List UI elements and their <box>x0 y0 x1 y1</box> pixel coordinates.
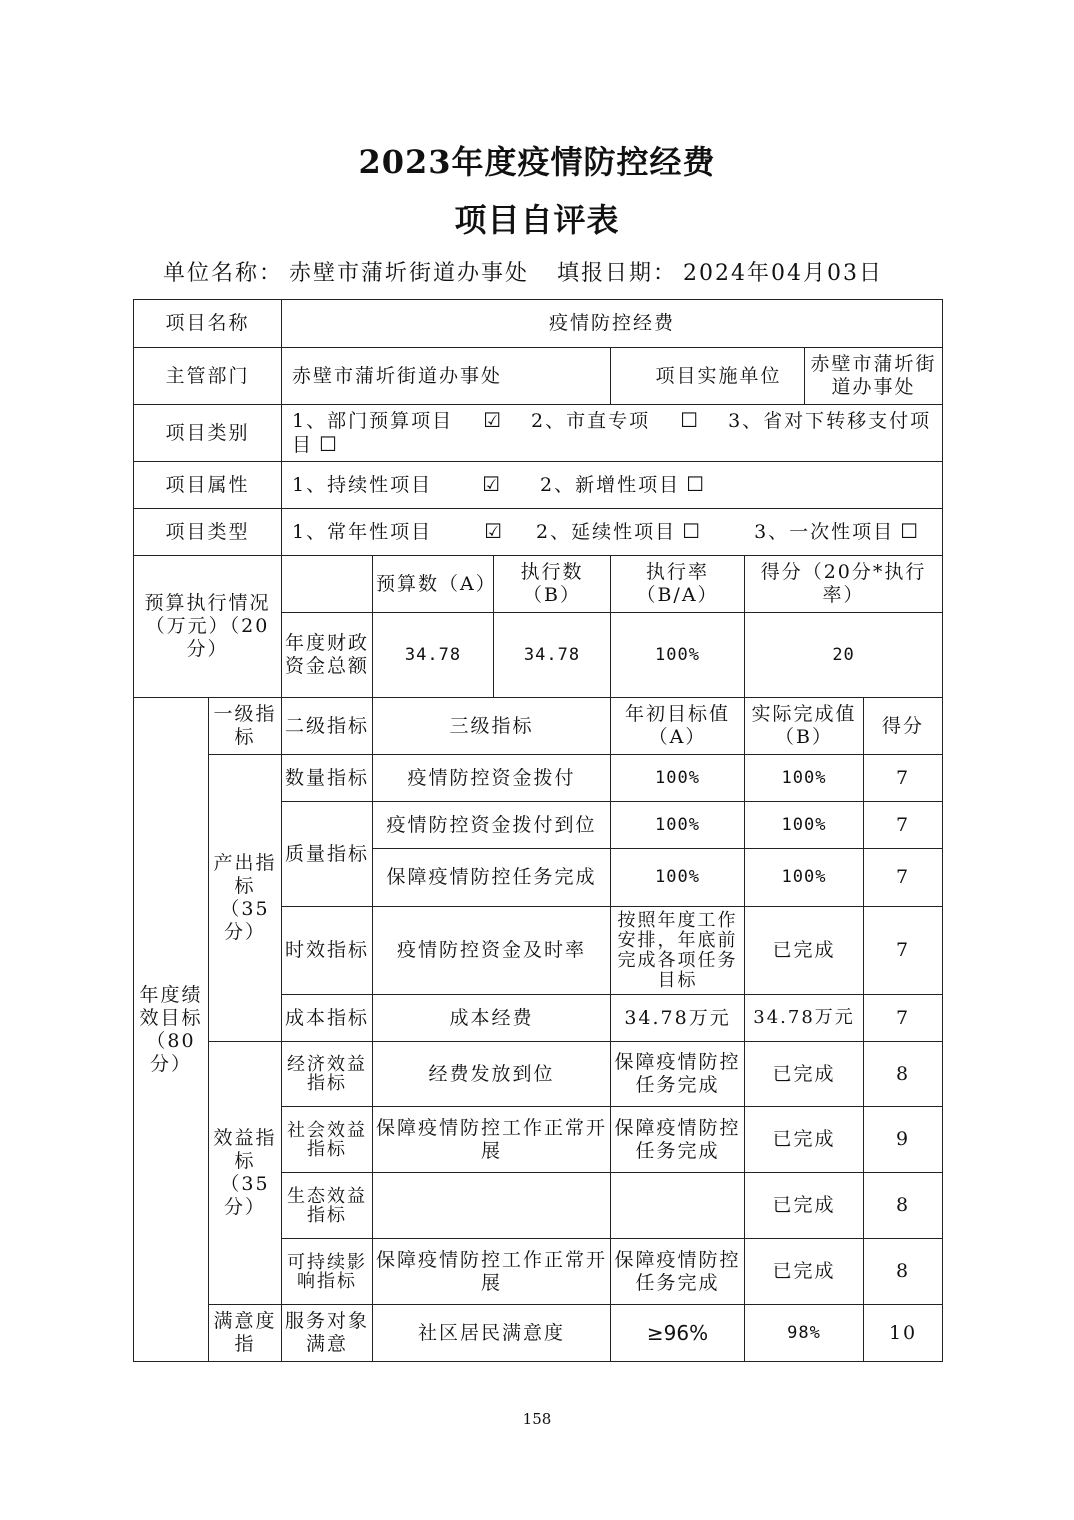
budget-value: 34.78 <box>373 613 494 698</box>
target-cell <box>611 1173 745 1239</box>
actual-cell: 已完成 <box>745 907 864 995</box>
type-label: 项目类型 <box>134 509 282 556</box>
level2-cell: 时效指标 <box>282 907 373 995</box>
actual-cell: 34.78万元 <box>745 995 864 1042</box>
level2-cell: 数量指标 <box>282 755 373 802</box>
level3-cell: 成本经费 <box>373 995 611 1042</box>
date-value: 2024年04月03日 <box>683 261 884 286</box>
perf-header-level2: 二级指标 <box>282 698 373 755</box>
level3-cell: 经费发放到位 <box>373 1042 611 1107</box>
level3-cell <box>373 1173 611 1239</box>
level2-cell: 质量指标 <box>282 802 373 907</box>
perf-header-level3: 三级指标 <box>373 698 611 755</box>
date-label: 填报日期： <box>557 261 678 286</box>
perf-section-label: 年度绩效目标（80分） <box>134 698 209 1362</box>
checkbox-empty-icon[interactable]: ☐ <box>682 519 701 543</box>
budget-row-label: 年度财政资金总额 <box>282 613 373 698</box>
score-cell: 7 <box>864 849 943 907</box>
type-options <box>282 509 943 556</box>
category-option-3: 3、省对下转移支付项目 <box>292 410 932 456</box>
unit-label: 单位名称： <box>163 261 284 286</box>
budget-header-rate: 执行率（B/A） <box>611 556 745 613</box>
level2-cell: 经济效益指标 <box>282 1042 373 1107</box>
checkbox-checked-icon[interactable]: ☑ <box>484 519 503 543</box>
budget-header-b: 执行数（B） <box>494 556 611 613</box>
level3-cell: 疫情防控资金拨付 <box>373 755 611 802</box>
target-cell: 保障疫情防控任务完成 <box>611 1042 745 1107</box>
level2-cell: 社会效益指标 <box>282 1107 373 1173</box>
unit-info-line <box>163 256 889 287</box>
level2-cell: 成本指标 <box>282 995 373 1042</box>
self-evaluation-table <box>133 299 943 1362</box>
target-cell: 按照年度工作安排，年底前完成各项任务目标 <box>611 907 745 995</box>
actual-cell: 已完成 <box>745 1107 864 1173</box>
score-cell: 7 <box>864 995 943 1042</box>
impl-unit-value: 赤壁市蒲圻街道办事处 <box>804 348 942 404</box>
target-cell: ≥96% <box>611 1305 745 1362</box>
document-title: 2023年度疫情防控经费 <box>358 143 716 181</box>
target-cell: 100% <box>611 802 745 849</box>
checkbox-checked-icon[interactable]: ☑ <box>482 472 501 496</box>
target-cell: 保障疫情防控任务完成 <box>611 1107 745 1173</box>
output-indicator-label: 产出指标（35分） <box>209 755 282 1042</box>
checkbox-checked-icon[interactable]: ☑ <box>483 408 502 432</box>
perf-header-target: 年初目标值（A） <box>611 698 745 755</box>
impl-unit-cell <box>810 348 943 405</box>
attribute-option-2: 2、新增性项目 <box>540 474 681 496</box>
category-label: 项目类别 <box>134 405 282 462</box>
level2-cell: 生态效益指标 <box>282 1173 373 1239</box>
satisfaction-indicator-label: 满意度指 <box>209 1305 282 1362</box>
budget-score-value: 20 <box>745 613 943 698</box>
level3-cell: 保障疫情防控工作正常开展 <box>373 1107 611 1173</box>
exec-value: 34.78 <box>494 613 611 698</box>
budget-header-a: 预算数（A） <box>373 556 494 613</box>
budget-header-score: 得分（20分*执行率） <box>745 556 943 613</box>
score-cell: 10 <box>864 1305 943 1362</box>
document-subtitle: 项目自评表 <box>454 201 620 239</box>
actual-cell: 100% <box>745 849 864 907</box>
perf-header-actual: 实际完成值（B） <box>745 698 864 755</box>
actual-cell: 100% <box>745 755 864 802</box>
score-cell: 7 <box>864 907 943 995</box>
actual-cell: 已完成 <box>745 1173 864 1239</box>
actual-cell: 98% <box>745 1305 864 1362</box>
page-number: 158 <box>522 1410 552 1428</box>
actual-cell: 已完成 <box>745 1042 864 1107</box>
attribute-option-1: 1、持续性项目 <box>292 474 433 496</box>
benefit-indicator-label: 效益指标（35分） <box>209 1042 282 1305</box>
level2-cell: 可持续影响指标 <box>282 1239 373 1305</box>
dept-value: 赤壁市蒲圻街道办事处 <box>282 348 611 405</box>
target-cell: 100% <box>611 755 745 802</box>
checkbox-empty-icon[interactable]: ☐ <box>680 408 699 432</box>
target-cell: 100% <box>611 849 745 907</box>
budget-section-label: 预算执行情况（万元）（20分） <box>134 556 282 698</box>
checkbox-empty-icon[interactable]: ☐ <box>900 519 919 543</box>
score-cell: 7 <box>864 755 943 802</box>
score-cell: 9 <box>864 1107 943 1173</box>
score-cell: 8 <box>864 1042 943 1107</box>
level3-cell: 疫情防控资金拨付到位 <box>373 802 611 849</box>
level3-cell: 疫情防控资金及时率 <box>373 907 611 995</box>
level3-cell: 社区居民满意度 <box>373 1305 611 1362</box>
project-name-label: 项目名称 <box>134 300 282 348</box>
target-cell: 34.78万元 <box>611 995 745 1042</box>
perf-header-score: 得分 <box>864 698 943 755</box>
category-options <box>282 405 943 462</box>
attribute-label: 项目属性 <box>134 462 282 509</box>
actual-cell: 100% <box>745 802 864 849</box>
checkbox-empty-icon[interactable]: ☐ <box>319 432 337 456</box>
type-option-1: 1、常年性项目 <box>292 521 433 543</box>
level2-cell: 服务对象满意 <box>282 1305 373 1362</box>
perf-header-level1: 一级指标 <box>209 698 282 755</box>
unit-value: 赤壁市蒲圻街道办事处 <box>289 261 530 286</box>
type-option-2: 2、延续性项目 <box>536 521 677 543</box>
dept-label: 主管部门 <box>134 348 282 405</box>
project-name-value: 疫情防控经费 <box>282 300 943 348</box>
score-cell: 8 <box>864 1239 943 1305</box>
category-option-2: 2、市直专项 <box>531 410 651 432</box>
rate-value: 100% <box>611 613 745 698</box>
category-option-1: 1、部门预算项目 <box>292 410 454 432</box>
target-cell: 保障疫情防控任务完成 <box>611 1239 745 1305</box>
level3-cell: 保障疫情防控工作正常开展 <box>373 1239 611 1305</box>
checkbox-empty-icon[interactable]: ☐ <box>686 472 705 496</box>
type-option-3: 3、一次性项目 <box>754 521 895 543</box>
impl-unit-label: 项目实施单位 <box>611 348 864 405</box>
level3-cell: 保障疫情防控任务完成 <box>373 849 611 907</box>
budget-header-blank <box>282 556 373 613</box>
score-cell: 8 <box>864 1173 943 1239</box>
attribute-options <box>282 462 943 509</box>
actual-cell: 已完成 <box>745 1239 864 1305</box>
score-cell: 7 <box>864 802 943 849</box>
